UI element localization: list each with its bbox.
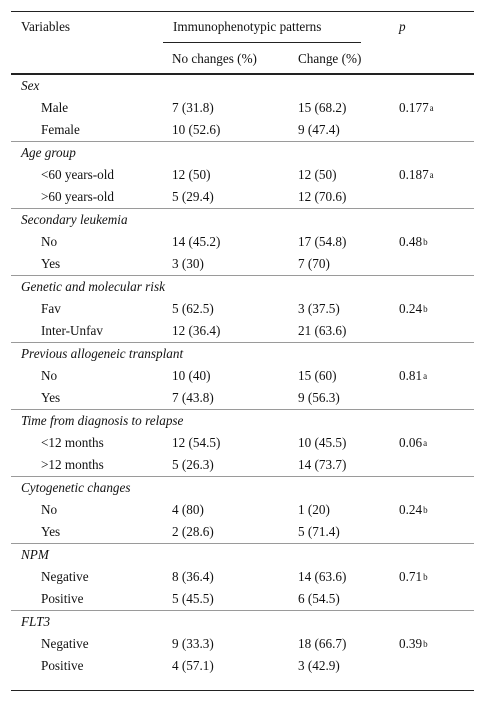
section-title: Genetic and molecular risk <box>21 279 165 294</box>
table-row <box>11 499 474 521</box>
cell-no-changes: 10 (52.6) <box>172 122 221 137</box>
table-row <box>11 454 474 476</box>
cell-change: 9 (56.3) <box>298 390 340 405</box>
table-row <box>11 119 474 141</box>
row-label: Yes <box>41 390 61 405</box>
p-value-number: 0.71 <box>399 569 423 584</box>
cell-change: 9 (47.4) <box>298 122 340 137</box>
cell-no-changes: 7 (43.8) <box>172 390 214 405</box>
table-section <box>11 142 474 208</box>
header-change: Change (%) <box>298 51 362 66</box>
table-row <box>11 365 474 387</box>
row-label: Yes <box>41 524 61 539</box>
cell-no-changes: 5 (29.4) <box>172 189 214 204</box>
table-top-rule <box>11 11 474 12</box>
p-value-number: 0.48 <box>399 234 423 249</box>
cell-p-value <box>399 365 428 387</box>
table-section <box>11 477 474 543</box>
cell-no-changes: 7 (31.8) <box>172 100 214 115</box>
table-row <box>11 186 474 208</box>
cell-change: 14 (63.6) <box>298 569 347 584</box>
cell-no-changes: 14 (45.2) <box>172 234 221 249</box>
table-body <box>11 75 474 677</box>
cell-change: 12 (70.6) <box>298 189 347 204</box>
p-value-footnote-mark: b <box>423 237 428 247</box>
table-section <box>11 611 474 677</box>
cell-p-value <box>399 499 428 521</box>
row-label: <60 years-old <box>41 167 114 182</box>
cell-change: 21 (63.6) <box>298 323 347 338</box>
section-title: Time from diagnosis to relapse <box>21 413 184 428</box>
table-section <box>11 544 474 610</box>
cell-change: 18 (66.7) <box>298 636 347 651</box>
cell-no-changes: 4 (80) <box>172 502 204 517</box>
p-value-number: 0.177 <box>399 100 429 115</box>
cell-no-changes: 4 (57.1) <box>172 658 214 673</box>
table-row <box>11 164 474 186</box>
row-label: Positive <box>41 658 84 673</box>
row-label: Positive <box>41 591 84 606</box>
table-bottom-rule <box>11 690 474 691</box>
section-title: FLT3 <box>21 614 51 629</box>
group-header-rule <box>163 42 361 43</box>
table-row <box>11 633 474 655</box>
cell-no-changes: 12 (50) <box>172 167 211 182</box>
cell-change: 15 (68.2) <box>298 100 347 115</box>
cell-no-changes: 12 (54.5) <box>172 435 221 450</box>
cell-change: 3 (37.5) <box>298 301 340 316</box>
header-p-value: p <box>399 19 406 34</box>
table-row <box>11 432 474 454</box>
cell-p-value <box>399 231 428 253</box>
cell-no-changes: 8 (36.4) <box>172 569 214 584</box>
row-label: Female <box>41 122 80 137</box>
table-row <box>11 253 474 275</box>
p-value-number: 0.24 <box>399 301 423 316</box>
p-value-footnote-mark: b <box>423 572 428 582</box>
header-immunophenotypic-patterns: Immunophenotypic patterns <box>173 19 322 34</box>
row-label: Male <box>41 100 69 115</box>
row-label: No <box>41 502 58 517</box>
section-title: NPM <box>21 547 49 562</box>
table-section <box>11 410 474 476</box>
cell-p-value <box>399 432 428 454</box>
p-value-footnote-mark: b <box>423 639 428 649</box>
section-title: Secondary leukemia <box>21 212 128 227</box>
cell-no-changes: 9 (33.3) <box>172 636 214 651</box>
p-value-number: 0.24 <box>399 502 423 517</box>
cell-change: 14 (73.7) <box>298 457 347 472</box>
cell-change: 10 (45.5) <box>298 435 347 450</box>
row-label: >60 years-old <box>41 189 114 204</box>
table-row <box>11 387 474 409</box>
cell-p-value <box>399 164 434 186</box>
cell-p-value <box>399 97 434 119</box>
cell-p-value <box>399 566 428 588</box>
table-section <box>11 276 474 342</box>
table-row <box>11 231 474 253</box>
section-title: Previous allogeneic transplant <box>21 346 184 361</box>
header-variables: Variables <box>21 19 71 34</box>
row-label: Yes <box>41 256 61 271</box>
p-value-number: 0.39 <box>399 636 423 651</box>
row-label: >12 months <box>41 457 104 472</box>
p-value-footnote-mark: a <box>429 170 434 180</box>
table-row <box>11 97 474 119</box>
cell-change: 12 (50) <box>298 167 337 182</box>
table-section <box>11 343 474 409</box>
row-label: No <box>41 234 58 249</box>
p-value-footnote-mark: b <box>423 505 428 515</box>
cell-change: 15 (60) <box>298 368 337 383</box>
section-title: Cytogenetic changes <box>21 480 131 495</box>
section-title: Age group <box>21 145 76 160</box>
row-label: Fav <box>41 301 61 316</box>
section-title: Sex <box>21 78 40 93</box>
p-value-footnote-mark: a <box>423 371 428 381</box>
table-row <box>11 320 474 342</box>
cell-change: 3 (42.9) <box>298 658 340 673</box>
p-value-number: 0.187 <box>399 167 429 182</box>
cell-p-value <box>399 633 428 655</box>
table-row <box>11 566 474 588</box>
p-value-footnote-mark: a <box>429 103 434 113</box>
table-row <box>11 298 474 320</box>
p-value-footnote-mark: a <box>423 438 428 448</box>
row-label: <12 months <box>41 435 104 450</box>
table-row <box>11 521 474 543</box>
p-value-number: 0.06 <box>399 435 423 450</box>
row-label: Inter-Unfav <box>41 323 103 338</box>
cell-change: 5 (71.4) <box>298 524 340 539</box>
p-value-footnote-mark: b <box>423 304 428 314</box>
row-label: Negative <box>41 569 89 584</box>
cell-no-changes: 3 (30) <box>172 256 204 271</box>
cell-no-changes: 5 (62.5) <box>172 301 214 316</box>
cell-no-changes: 10 (40) <box>172 368 211 383</box>
table-section <box>11 75 474 141</box>
cell-change: 1 (20) <box>298 502 330 517</box>
cell-change: 17 (54.8) <box>298 234 347 249</box>
table-row <box>11 655 474 677</box>
cell-no-changes: 12 (36.4) <box>172 323 221 338</box>
header-no-changes: No changes (%) <box>172 51 257 66</box>
cell-no-changes: 5 (26.3) <box>172 457 214 472</box>
table-row <box>11 588 474 610</box>
cell-p-value <box>399 298 428 320</box>
table-section <box>11 209 474 275</box>
row-label: Negative <box>41 636 89 651</box>
cell-no-changes: 5 (45.5) <box>172 591 214 606</box>
cell-no-changes: 2 (28.6) <box>172 524 214 539</box>
cell-change: 6 (54.5) <box>298 591 340 606</box>
row-label: No <box>41 368 58 383</box>
p-value-number: 0.81 <box>399 368 423 383</box>
cell-change: 7 (70) <box>298 256 330 271</box>
